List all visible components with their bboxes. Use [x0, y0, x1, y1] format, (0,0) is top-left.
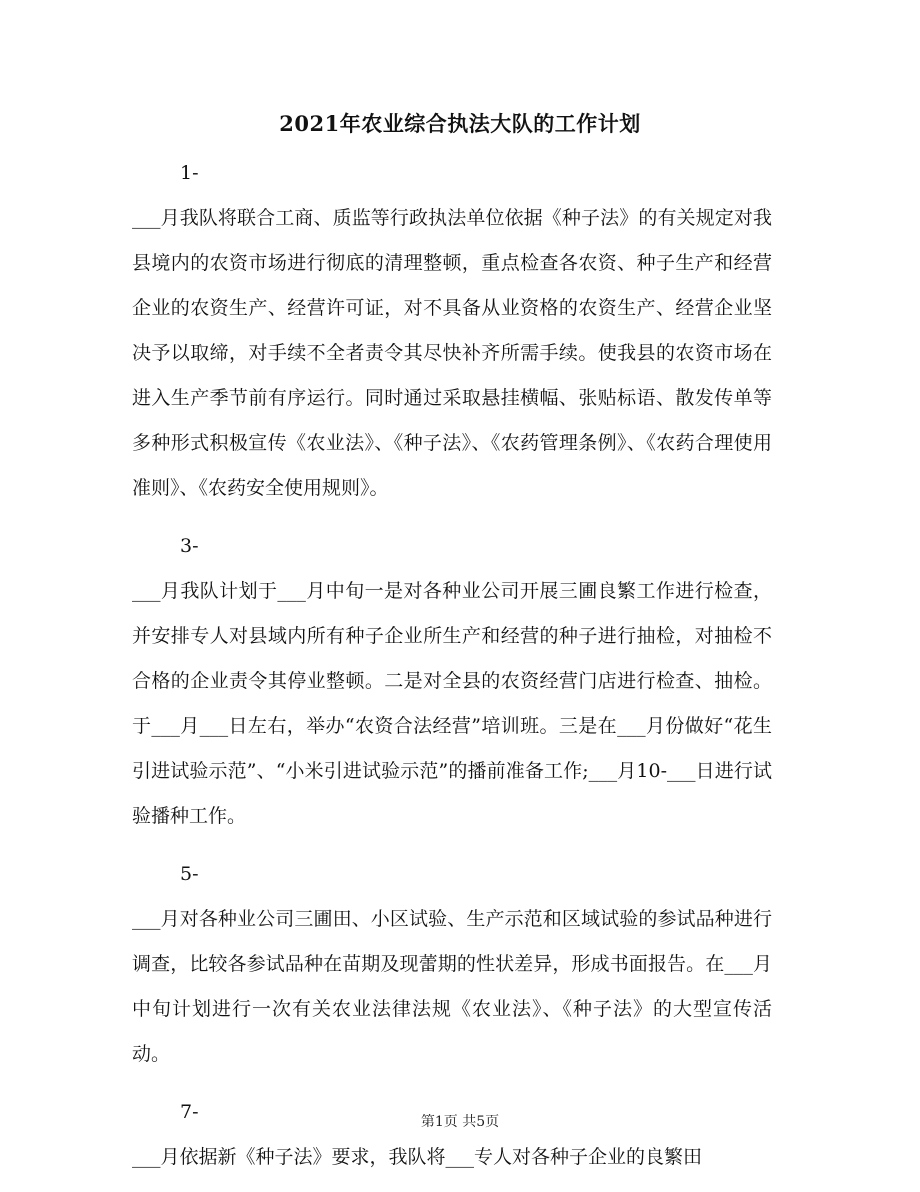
- plan-section-5: [132, 851, 772, 1077]
- document-title: 2021年农业综合执法大队的工作计划: [279, 111, 641, 136]
- document-body: [132, 150, 772, 1192]
- section-number: 7-: [180, 1101, 199, 1123]
- plan-section-1: [132, 150, 772, 511]
- plan-section-3: [132, 523, 772, 839]
- section-paragraph: ___月我队将联合工商、质监等行政执法单位依据《种子法》的有关规定对我县境内的农资市场进行彻底的清理整顿，重点检查各农资、种子生产和经营企业的农资生产、经营许可证，对不具备从业资格的农资生产、经营企业坚决予以取缔，对手续不全者责令其尽快补齐所需手续。使我县的农资市场在进入生产季节前有序运行。同时通过采取悬挂横幅、张贴标语、散发传单等多种形式积极宣传《农业法》、《种子法》、《农药管理条例》、《农药合理使用准则》、《农药安全使用规则》。: [132, 207, 772, 499]
- section-number: 3-: [180, 535, 199, 557]
- page-number: 第1页 共5页: [420, 1114, 500, 1130]
- plan-section-7: [132, 1089, 772, 1180]
- section-paragraph: ___月对各种业公司三圃田、小区试验、生产示范和区域试验的参试品种进行调查，比较各参试品种在苗期及现蕾期的性状差异，形成书面报告。在___月中旬计划进行一次有关农业法律法规《农业法》、《种子法》的大型宣传活动。: [132, 908, 772, 1065]
- section-paragraph: ___月依据新《种子法》要求，我队将___专人对各种子企业的良繁田: [132, 1146, 703, 1168]
- section-number: 1-: [180, 162, 199, 184]
- section-paragraph: ___月我队计划于___月中旬一是对各种业公司开展三圃良繁工作进行检查，并安排专人对县域内所有种子企业所生产和经营的种子进行抽检，对抽检不合格的企业责令其停业整顿。二是对全县的农资经营门店进行检查、抽检。于___月___日左右，举办“农资合法经营”培训班。三是在___月份做好“花生引进试验示范”、“小米引进试验示范”的播前准备工作;___月10-___日进行试验播种工作。: [132, 580, 772, 827]
- section-number: 5-: [180, 863, 199, 885]
